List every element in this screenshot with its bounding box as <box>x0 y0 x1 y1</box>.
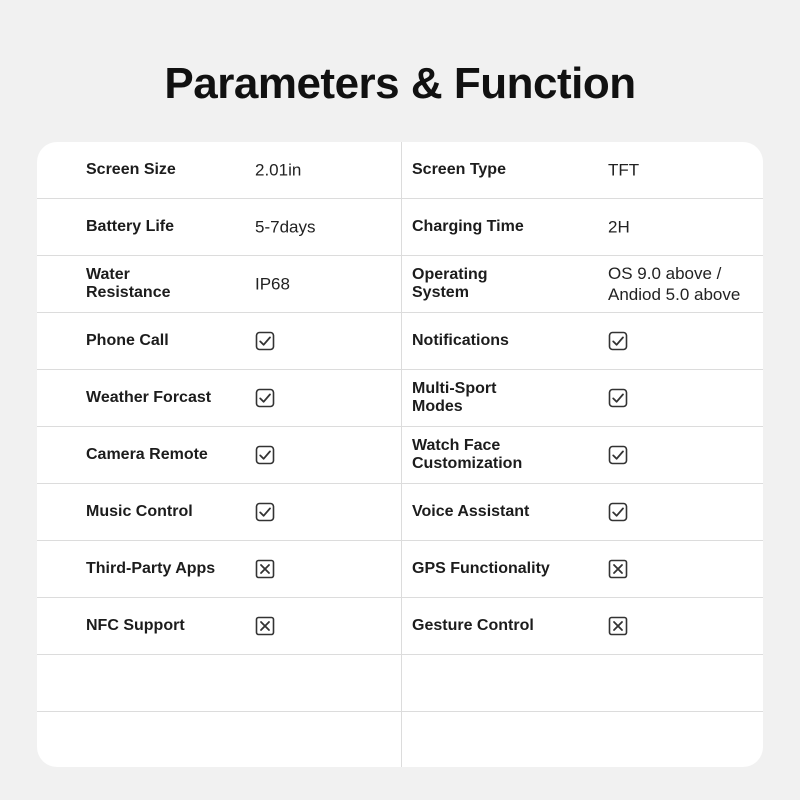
checked-box-icon <box>255 445 275 465</box>
checked-box-icon <box>608 331 628 351</box>
table-row-empty <box>37 712 763 767</box>
row-label-left: Water Resistance <box>86 266 171 301</box>
table-row <box>37 541 763 598</box>
row-value-right: 2H <box>608 217 630 237</box>
crossed-box-icon <box>255 559 275 579</box>
table-row <box>37 256 763 313</box>
row-label-right: GPS Functionality <box>412 560 550 577</box>
table-row-empty <box>37 655 763 712</box>
row-label-left: Weather Forcast <box>86 389 212 406</box>
table-row <box>37 427 763 484</box>
row-label-left: NFC Support <box>86 617 185 634</box>
row-label-left: Music Control <box>86 503 193 520</box>
checked-box-icon <box>255 331 275 351</box>
row-label-right: Operating System <box>412 266 488 301</box>
row-label-right: Watch Face Customization <box>412 437 523 472</box>
crossed-box-icon <box>608 616 628 636</box>
row-label-left: Camera Remote <box>86 446 208 463</box>
row-label-left: Screen Size <box>86 161 176 178</box>
row-label-right: Multi-Sport Modes <box>412 380 497 415</box>
row-value-left: IP68 <box>255 274 290 294</box>
checked-box-icon <box>608 445 628 465</box>
table-row <box>37 598 763 655</box>
checked-box-icon <box>608 502 628 522</box>
row-label-right: Notifications <box>412 332 509 349</box>
row-value-right: TFT <box>608 160 640 180</box>
crossed-box-icon <box>608 559 628 579</box>
table-row <box>37 313 763 370</box>
table-row <box>37 199 763 256</box>
row-value-right: OS 9.0 above / Andiod 5.0 above <box>608 264 741 304</box>
checked-box-icon <box>255 388 275 408</box>
checked-box-icon <box>608 388 628 408</box>
row-label-left: Third-Party Apps <box>86 560 216 577</box>
crossed-box-icon <box>255 616 275 636</box>
table-row <box>37 370 763 427</box>
row-label-left: Battery Life <box>86 218 175 235</box>
table-row <box>37 484 763 541</box>
row-label-right: Charging Time <box>412 218 524 235</box>
row-label-right: Gesture Control <box>412 617 534 634</box>
checked-box-icon <box>255 502 275 522</box>
spec-table <box>37 142 763 767</box>
row-value-left: 2.01in <box>255 160 302 180</box>
row-label-right: Screen Type <box>412 161 506 178</box>
row-label-right: Voice Assistant <box>412 503 530 520</box>
row-label-left: Phone Call <box>86 332 169 349</box>
page-title: Parameters & Function <box>164 59 636 108</box>
table-row <box>37 142 763 199</box>
row-value-left: 5-7days <box>255 217 316 237</box>
